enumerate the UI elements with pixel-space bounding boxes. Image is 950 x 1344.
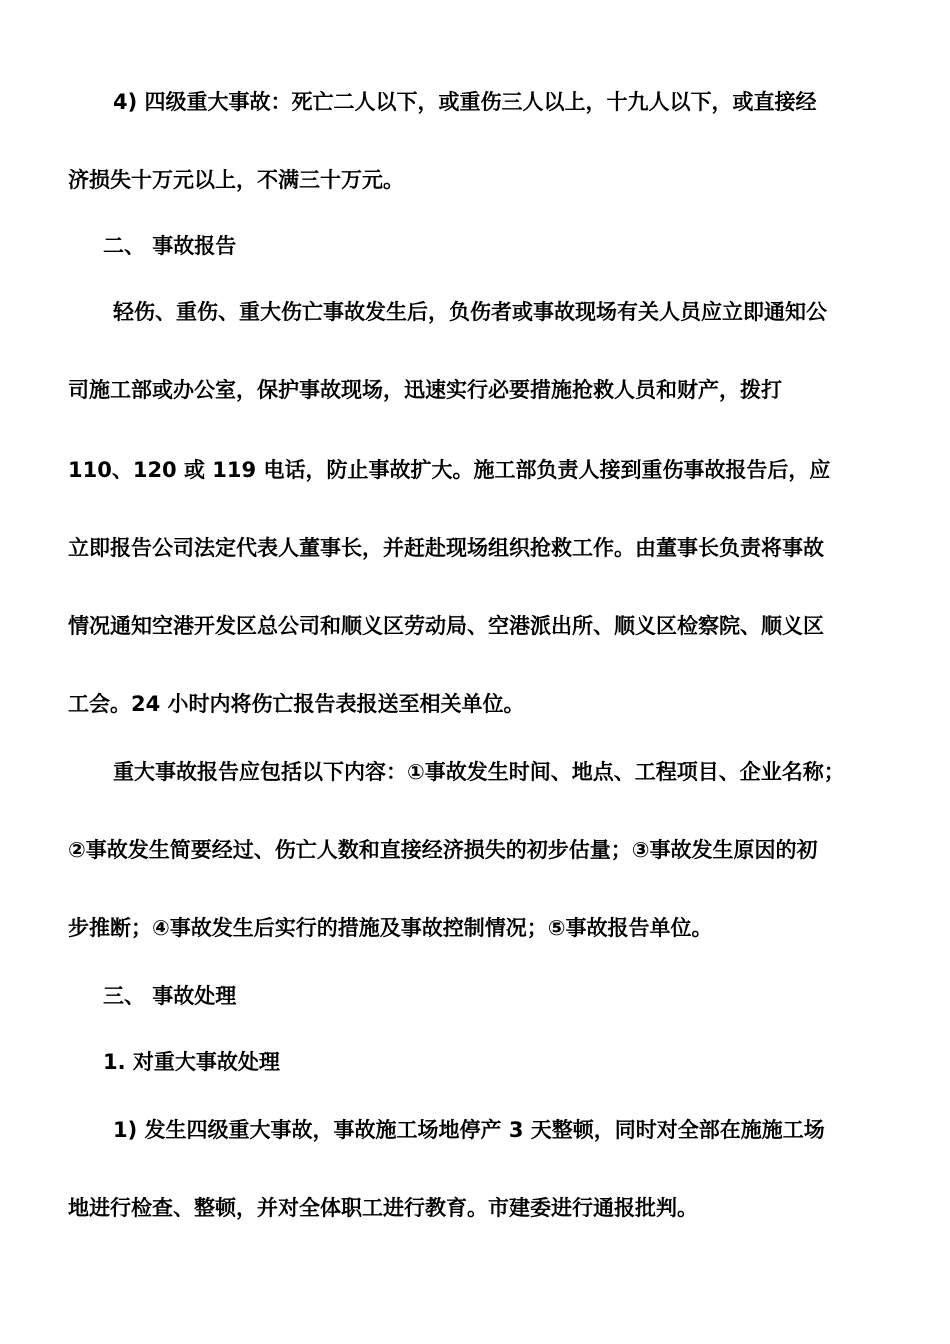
paragraph-line: 1) 发生四级重大事故，事故施工场地停产 3 天整顿，同时对全部在施施工场 [113,1118,825,1142]
paragraph-line: 110、120 或 119 电话，防止事故扩大。施工部负责人接到重伤事故报告后，应 [68,458,831,482]
paragraph-line: 轻伤、重伤、重大伤亡事故发生后，负伤者或事故现场有关人员应立即通知公 [113,300,827,324]
paragraph-line: 重大事故报告应包括以下内容：①事故发生时间、地点、工程项目、企业名称； [113,760,845,784]
paragraph-line: 步推断；④事故发生后实行的措施及事故控制情况；⑤事故报告单位。 [68,916,713,940]
paragraph-line: 地进行检查、整顿，并对全体职工进行教育。市建委进行通报批判。 [68,1196,698,1220]
paragraph-line: 情况通知空港开发区总公司和顺义区劳动局、空港派出所、顺义区检察院、顺义区 [68,614,824,638]
paragraph-line: 司施工部或办公室，保护事故现场，迅速实行必要措施抢救人员和财产，拨打 [68,378,782,402]
paragraph-line: 4) 四级重大事故：死亡二人以下，或重伤三人以上，十九人以下，或直接经 [113,90,817,114]
paragraph-line: ②事故发生简要经过、伤亡人数和直接经济损失的初步估量；③事故发生原因的初 [68,838,818,862]
subsection-heading: 1. 对重大事故处理 [103,1050,280,1074]
paragraph-line: 立即报告公司法定代表人董事长，并赶赴现场组织抢救工作。由董事长负责将事故 [68,536,824,560]
section-heading: 二、 事故报告 [103,234,237,258]
paragraph-line: 济损失十万元以上，不满三十万元。 [68,168,404,192]
section-heading: 三、 事故处理 [103,984,237,1008]
paragraph-line: 工会。24 小时内将伤亡报告表报送至相关单位。 [68,692,525,716]
